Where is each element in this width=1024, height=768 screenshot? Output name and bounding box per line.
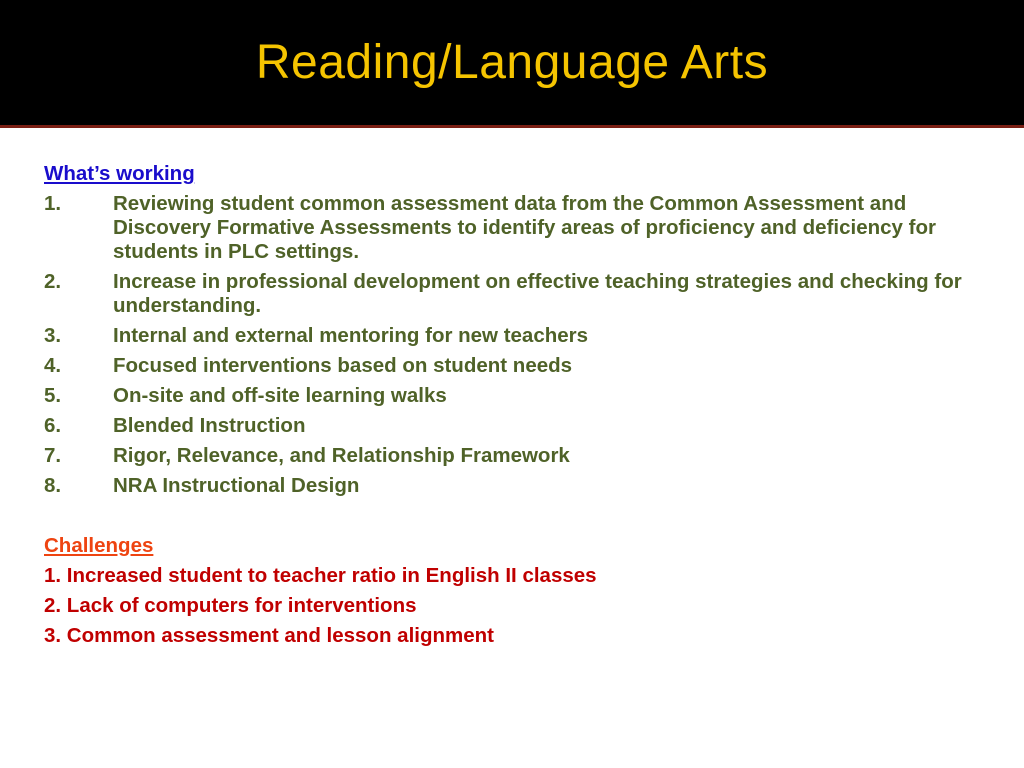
title-bar	[0, 0, 1024, 128]
list-item-number: 2.	[44, 270, 62, 293]
list-item-text: Rigor, Relevance, and Relationship Framework	[113, 444, 570, 467]
list-item-number: 6.	[44, 414, 62, 437]
list-item	[44, 324, 994, 348]
list-item	[44, 354, 994, 378]
list-item	[44, 474, 994, 498]
list-item-text: Blended Instruction	[113, 414, 306, 437]
list-item-text: Reviewing student common assessment data from the Common Assessment and Discovery Formative Assessments to identify areas of proficiency and deficiency for students in PLC settings.	[113, 192, 936, 263]
list-item-number: 7.	[44, 444, 62, 467]
list-item-text: Focused interventions based on student needs	[113, 354, 573, 377]
challenge-item: 1. Increased student to teacher ratio in English II classes	[44, 564, 597, 587]
list-item-text: NRA Instructional Design	[113, 474, 360, 497]
list-item-number: 5.	[44, 384, 62, 407]
list-item	[44, 444, 994, 468]
list-item-number: 1.	[44, 192, 62, 215]
list-item	[44, 192, 994, 264]
challenges-list	[44, 564, 994, 648]
list-item	[44, 414, 994, 438]
whats-working-list	[44, 192, 994, 498]
challenge-item: 2. Lack of computers for interventions	[44, 594, 417, 617]
list-item	[44, 384, 994, 408]
challenges-heading: Challenges	[44, 534, 154, 557]
list-item-text: On-site and off-site learning walks	[113, 384, 447, 407]
list-item-text: Increase in professional development on effective teaching strategies and checking for understanding.	[113, 270, 962, 317]
list-item-text: Internal and external mentoring for new teachers	[113, 324, 589, 347]
list-item-number: 4.	[44, 354, 62, 377]
challenge-item: 3. Common assessment and lesson alignment	[44, 624, 494, 647]
list-item-number: 8.	[44, 474, 62, 497]
slide-content	[44, 162, 994, 654]
whats-working-heading: What’s working	[44, 162, 195, 185]
list-item-number: 3.	[44, 324, 62, 347]
list-item	[44, 270, 994, 318]
slide-title: Reading/Language Arts	[255, 36, 769, 89]
